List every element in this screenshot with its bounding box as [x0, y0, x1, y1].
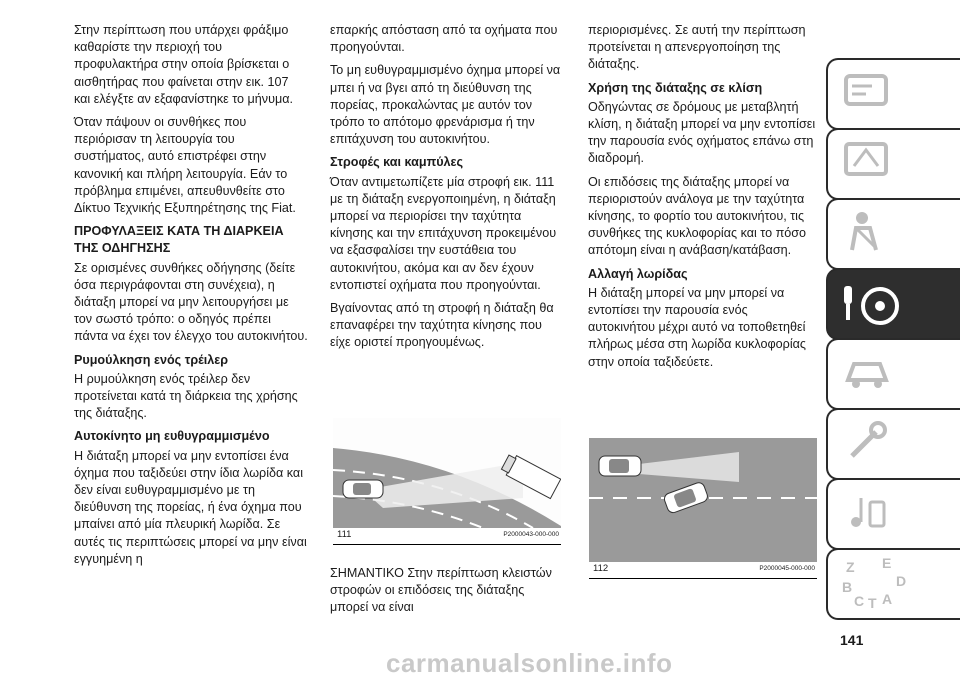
subsection-heading: Στροφές και καμπύλες [330, 155, 464, 170]
subsection-heading: Αυτοκίνητο μη ευθυγραμμισμένο [74, 429, 270, 444]
paragraph: Η διάταξη μπορεί να μην εντοπίσει ένα όχημα που ταξιδεύει στην ίδια λωρίδα και δεν είναι ευθυγραμμισμένο με τη διεύθυνση της πορείας, ή ένα όχημα που μπαίνει από μία πλευρική λωρίδα. Σε αυτές τις περιπτώσεις μπορεί να μην είναι εγγυημένη η [74, 448, 307, 566]
warning-message-icon [842, 136, 892, 192]
figure-111 [333, 418, 561, 545]
paragraph: Οδηγώντας σε δρόμους με μεταβλητή κλίση, η διάταξη μπορεί να μην εντοπίσει την παρουσία ενός οχήματος επάνω στη διαδρομή. [588, 99, 816, 166]
text-column-1 [74, 22, 308, 574]
paragraph: Σε ορισμένες συνθήκες οδήγησης (δείτε όσα περιγράφονται στη συνέχεια), η διάταξη μπορεί να μην λειτουργήσει με τον σωστό τρόπο: ο οδηγός πρέπει πάντα να έχει τον έλεγχο του αυτοκινήτου. [74, 260, 308, 344]
paragraph: περιορισμένες. Σε αυτή την περίπτωση προτείνεται η απενεργοποίηση της διάταξης. [588, 23, 806, 72]
tab-multimedia[interactable] [826, 478, 960, 550]
paragraph: Βγαίνοντας από τη στροφή η διάταξη θα επαναφέρει την ταχύτητα κίνησης που είχε οριστεί προηγουμένως. [330, 301, 554, 350]
subsection-heading: Χρήση της διάταξης σε κλίση [588, 80, 763, 95]
section-heading: ΠΡΟΦΥΛΑΞΕΙΣ ΚΑΤΑ ΤΗ ΔΙΑΡΚΕΙΑ ΤΗΣ ΟΔΗΓΗΣΗΣ [74, 224, 284, 256]
index-letter: A [882, 591, 893, 607]
car-icon [343, 480, 383, 498]
paragraph: Όταν πάψουν οι συνθήκες που περιόρισαν τη λειτουργία του συστήματος, αυτό επιστρέφει στην κανονική και πλήρη λειτουργία. Εάν το πρόβλημα επιμένει, απευθυνθείτε στο Δίκτυο Τεχνικής Εξυπηρέτησης της Fiat. [74, 115, 296, 216]
index-letter: B [842, 579, 853, 595]
tab-dashboard[interactable] [826, 58, 960, 130]
index-letter: C [854, 593, 865, 609]
figure-code: P2000043-000-000 [503, 531, 559, 538]
figure-112 [589, 438, 817, 579]
language-index-icon [842, 556, 912, 612]
important-note: ΣΗΜΑΝΤΙΚΟ Στην περίπτωση κλειστών στροφών οι επιδόσεις της διάταξης μπορεί να είναι [330, 566, 552, 615]
figure-caption [333, 529, 561, 545]
dashboard-icon [842, 66, 892, 122]
paragraph: Στην περίπτωση που υπάρχει φράξιμο καθαρίστε την περιοχή του προφυλακτήρα στην οποία βρίσκεται ο αισθητήρας που φαίνεται στην εικ. 107 και ελέγξτε αν εξαφανίστηκε το μήνυμα. [74, 23, 294, 106]
tab-index[interactable] [826, 548, 960, 620]
index-letter: T [868, 595, 877, 611]
seatbelt-person-icon [842, 206, 892, 262]
subsection-heading: Ρυμούλκηση ενός τρέιλερ [74, 352, 229, 367]
lane-change-illustration [589, 438, 817, 562]
tab-warnings[interactable] [826, 128, 960, 200]
car-icon [599, 456, 641, 476]
tab-maintenance[interactable] [826, 408, 960, 480]
paragraph: Οι επιδόσεις της διάταξης μπορεί να περιοριστούν ανάλογα με την ταχύτητα κίνησης, το φορτίο του αυτοκινήτου, τις συνθήκες της κυκλοφορίας και το πόσο απότομη είναι η ανάβαση/κατάβαση. [588, 174, 807, 258]
subsection-heading: Αλλαγή λωρίδας [588, 266, 688, 281]
figure-code: P2000045-000-000 [759, 565, 815, 572]
car-service-icon [842, 346, 892, 402]
tab-emergency[interactable] [826, 338, 960, 410]
tools-wrench-icon [842, 416, 892, 472]
index-letter: E [882, 556, 892, 571]
curve-road-illustration [333, 418, 561, 528]
text-column-3 [588, 22, 818, 377]
paragraph: Το μη ευθυγραμμισμένο όχημα μπορεί να μπει ή να βγει από τη διεύθυνση της πορείας, προκαλώντας με αυτόν τον τρόπο το απότομο φρενάρισμα ή την επιτάχυνση του αυτοκινήτου. [330, 63, 561, 147]
page-number: 141 [840, 632, 864, 648]
figure-number: 112 [593, 563, 609, 574]
tab-safety[interactable] [826, 198, 960, 270]
text-column-2 [330, 22, 564, 358]
paragraph: Η διάταξη μπορεί να μην μπορεί να εντοπίσει την παρουσία ενός αυτοκινήτου μέχρι αυτό να τοποθετηθεί πλήρως μέσα στη λωρίδα κυκλοφορίας στην οποία ταξιδεύετε. [588, 285, 806, 369]
tab-starting-driving[interactable] [826, 268, 960, 340]
paragraph: επαρκής απόσταση από τα οχήματα που προηγούνται. [330, 23, 558, 55]
paragraph: Όταν αντιμετωπίζετε μία στροφή εικ. 111 με τη διάταξη ενεργοποιημένη, η διάταξη μπορεί να περιορίσει την ταχύτητα κίνησης και την επιτάχυνση προκειμένου να εξασφαλίσει την ευστάθεια του αυτοκινήτου, ακόμα και αν δεν έχουν εντοπιστεί οχήματα που προηγούνται. [330, 174, 557, 292]
watermark: carmanualsonline.info [386, 648, 673, 678]
figure-caption [589, 563, 817, 579]
music-phone-icon [842, 486, 892, 542]
key-steering-wheel-icon [842, 276, 902, 332]
paragraph: Η ρυμούλκηση ενός τρέιλερ δεν προτείνεται κατά τη διάρκεια της χρήσης της διάταξης. [74, 371, 298, 421]
index-letter: D [896, 573, 907, 589]
figure-number: 111 [337, 529, 352, 540]
index-letter: Z [846, 559, 855, 575]
